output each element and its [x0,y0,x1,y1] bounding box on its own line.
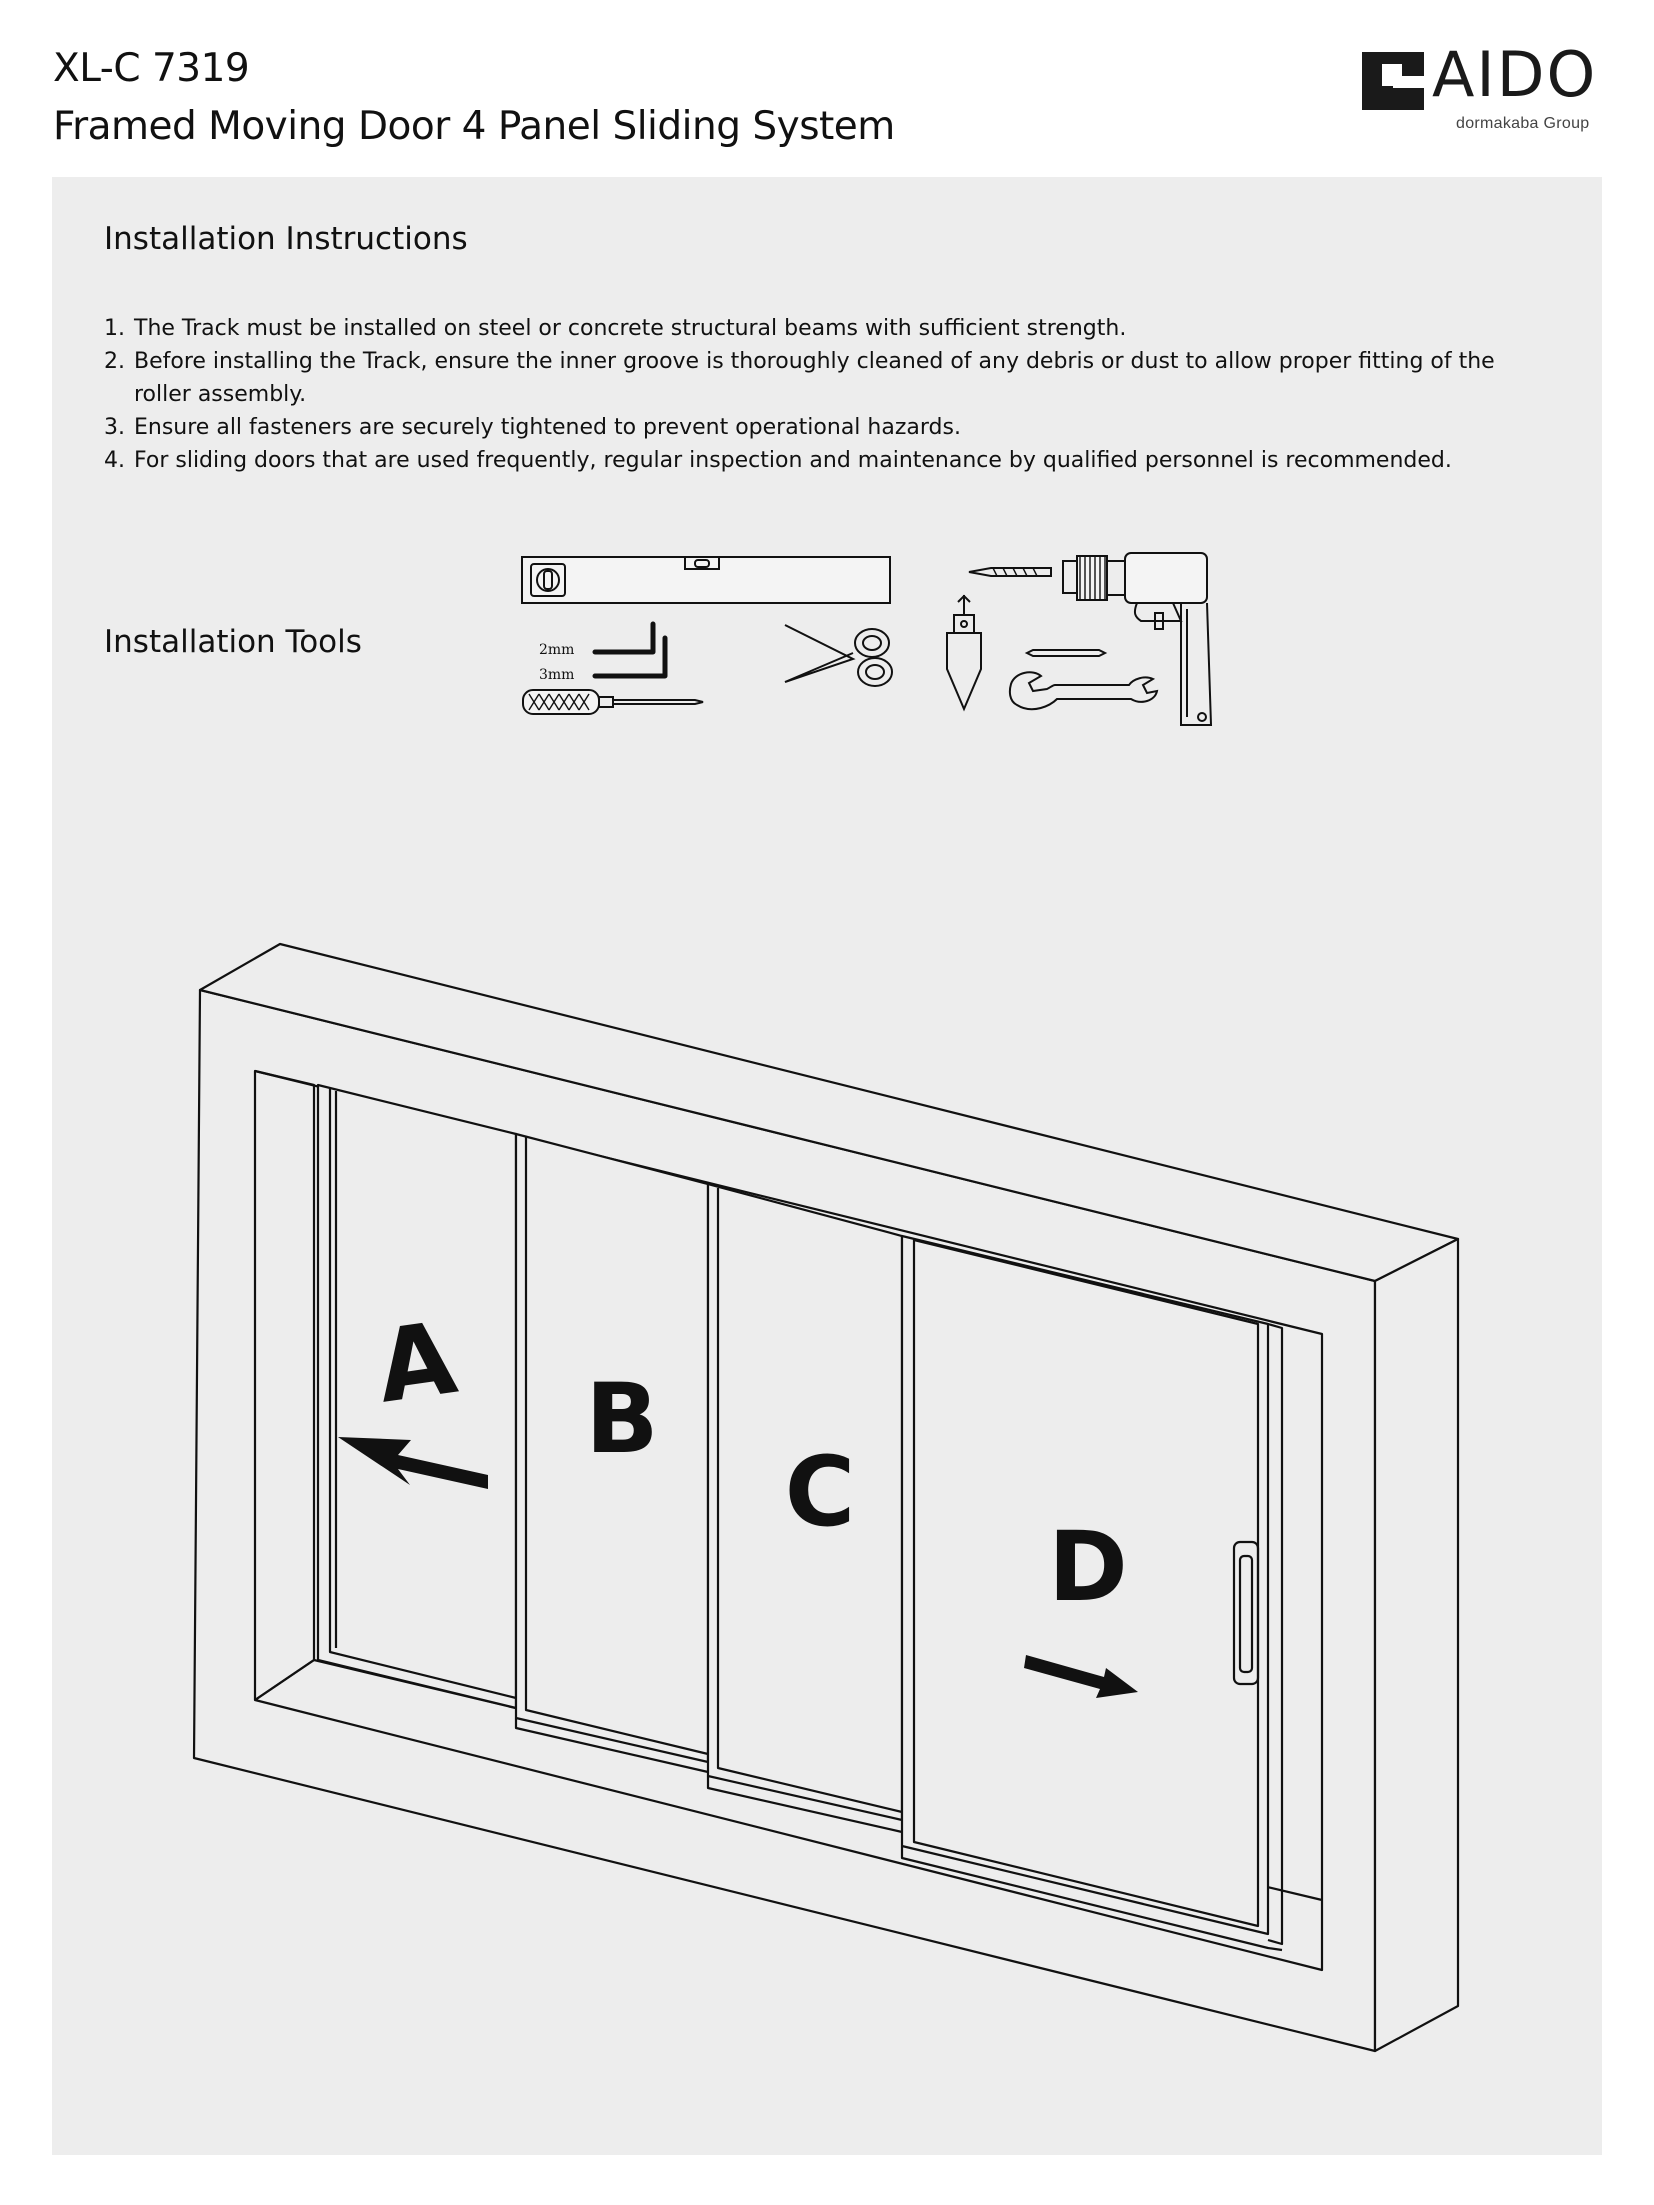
instruction-number: 1. [104,316,125,341]
instructions-heading: Installation Instructions [104,221,468,257]
tools-heading: Installation Tools [104,624,362,660]
panel-label-c: C [784,1436,856,1548]
allen-size-3mm: 3mm [539,667,575,683]
instruction-text: The Track must be installed on steel or concrete structural beams with sufficient strength. [134,316,1127,341]
panel-label-d: D [1048,1511,1128,1623]
instruction-text: Ensure all fasteners are securely tightened to prevent operational hazards. [134,415,961,440]
brand-group: dormakaba Group [1456,115,1590,132]
instruction-number: 2. [104,349,125,374]
instruction-text: Before installing the Track, ensure the inner groove is thoroughly cleaned of any debris or dust to allow proper fitting of the roller assembly. [134,349,1495,407]
panel-label-b: B [585,1363,659,1475]
product-title: Framed Moving Door 4 Panel Sliding System [53,104,895,149]
instruction-number: 4. [104,448,125,473]
allen-size-2mm: 2mm [539,642,575,658]
instruction-number: 3. [104,415,125,440]
brand-name: AIDO [1432,38,1598,111]
panel-label-a: A [369,1299,463,1426]
instruction-text: For sliding doors that are used frequently, regular inspection and maintenance by qualified personnel is recommended. [134,448,1452,473]
model-number: XL-C 7319 [53,46,250,91]
